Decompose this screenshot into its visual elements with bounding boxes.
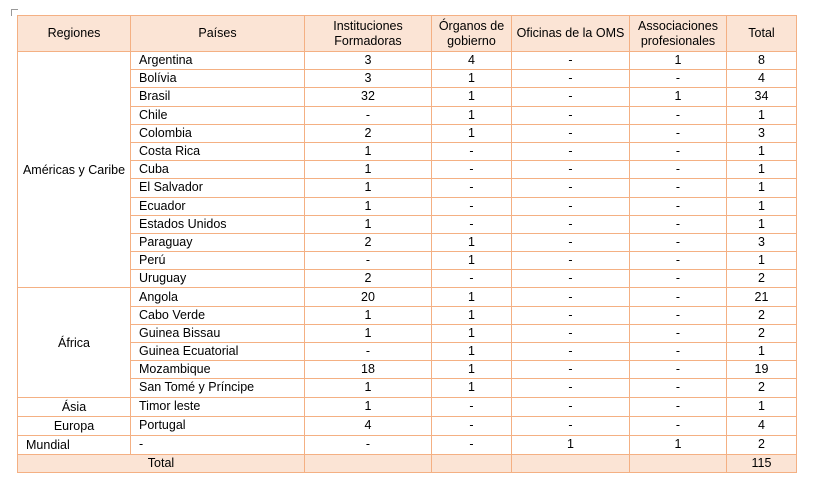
total-cell: 4 bbox=[727, 70, 797, 88]
oficinas-cell: - bbox=[512, 52, 630, 70]
instituciones-cell: 3 bbox=[305, 70, 432, 88]
header-row bbox=[18, 16, 797, 52]
organos-cell: 1 bbox=[432, 88, 512, 106]
asociaciones-cell: - bbox=[630, 324, 727, 342]
total-cell: 34 bbox=[727, 88, 797, 106]
instituciones-cell: - bbox=[305, 252, 432, 270]
instituciones-cell: 1 bbox=[305, 306, 432, 324]
organos-cell: 1 bbox=[432, 124, 512, 142]
header-asociaciones: Associaciones profesionales bbox=[630, 16, 727, 52]
header-oficinas: Oficinas de la OMS bbox=[512, 16, 630, 52]
table-row bbox=[18, 124, 797, 142]
table-row bbox=[18, 270, 797, 288]
asociaciones-cell: - bbox=[630, 179, 727, 197]
asociaciones-cell: - bbox=[630, 124, 727, 142]
oficinas-cell: - bbox=[512, 416, 630, 435]
country-cell: Angola bbox=[131, 288, 305, 306]
asociaciones-cell: - bbox=[630, 161, 727, 179]
table-body bbox=[18, 52, 797, 455]
organos-cell: - bbox=[432, 397, 512, 416]
total-cell: 1 bbox=[727, 215, 797, 233]
asociaciones-cell: 1 bbox=[630, 52, 727, 70]
total-empty-cell bbox=[630, 454, 727, 472]
table-row bbox=[18, 142, 797, 160]
asociaciones-cell: - bbox=[630, 343, 727, 361]
instituciones-cell: 20 bbox=[305, 288, 432, 306]
header-paises: Países bbox=[131, 16, 305, 52]
oficinas-cell: - bbox=[512, 343, 630, 361]
total-cell: 1 bbox=[727, 179, 797, 197]
oficinas-cell: - bbox=[512, 215, 630, 233]
total-empty-cell bbox=[432, 454, 512, 472]
oficinas-cell: - bbox=[512, 361, 630, 379]
country-cell: Timor leste bbox=[131, 397, 305, 416]
header-total: Total bbox=[727, 16, 797, 52]
country-cell: Brasil bbox=[131, 88, 305, 106]
data-table bbox=[17, 15, 797, 473]
asociaciones-cell: - bbox=[630, 306, 727, 324]
organos-cell: - bbox=[432, 142, 512, 160]
country-cell: Perú bbox=[131, 252, 305, 270]
table-row bbox=[18, 416, 797, 435]
instituciones-cell: - bbox=[305, 106, 432, 124]
instituciones-cell: 4 bbox=[305, 416, 432, 435]
oficinas-cell: - bbox=[512, 397, 630, 416]
country-cell: Uruguay bbox=[131, 270, 305, 288]
total-cell: 4 bbox=[727, 416, 797, 435]
oficinas-cell: - bbox=[512, 270, 630, 288]
oficinas-cell: 1 bbox=[512, 435, 630, 454]
country-cell: Colombia bbox=[131, 124, 305, 142]
instituciones-cell: 1 bbox=[305, 379, 432, 397]
instituciones-cell: 18 bbox=[305, 361, 432, 379]
header-regiones: Regiones bbox=[18, 16, 131, 52]
country-cell: Portugal bbox=[131, 416, 305, 435]
oficinas-cell: - bbox=[512, 106, 630, 124]
table-row bbox=[18, 361, 797, 379]
table-row bbox=[18, 161, 797, 179]
country-cell: Costa Rica bbox=[131, 142, 305, 160]
table-row bbox=[18, 215, 797, 233]
total-cell: 2 bbox=[727, 379, 797, 397]
instituciones-cell: - bbox=[305, 435, 432, 454]
total-cell: 8 bbox=[727, 52, 797, 70]
asociaciones-cell: - bbox=[630, 197, 727, 215]
organos-cell: 4 bbox=[432, 52, 512, 70]
organos-cell: 1 bbox=[432, 252, 512, 270]
country-cell: Guinea Ecuatorial bbox=[131, 343, 305, 361]
table-row bbox=[18, 435, 797, 454]
instituciones-cell: - bbox=[305, 343, 432, 361]
asociaciones-cell: - bbox=[630, 233, 727, 251]
country-cell: - bbox=[131, 435, 305, 454]
organos-cell: - bbox=[432, 161, 512, 179]
instituciones-cell: 1 bbox=[305, 142, 432, 160]
table-row bbox=[18, 288, 797, 306]
country-cell: Bolívia bbox=[131, 70, 305, 88]
asociaciones-cell: - bbox=[630, 361, 727, 379]
total-cell: 1 bbox=[727, 252, 797, 270]
oficinas-cell: - bbox=[512, 161, 630, 179]
country-cell: Guinea Bissau bbox=[131, 324, 305, 342]
instituciones-cell: 1 bbox=[305, 179, 432, 197]
total-cell: 2 bbox=[727, 324, 797, 342]
country-cell: San Tomé y Príncipe bbox=[131, 379, 305, 397]
instituciones-cell: 1 bbox=[305, 161, 432, 179]
total-cell: 3 bbox=[727, 233, 797, 251]
asociaciones-cell: - bbox=[630, 215, 727, 233]
instituciones-cell: 1 bbox=[305, 324, 432, 342]
organos-cell: - bbox=[432, 215, 512, 233]
instituciones-cell: 1 bbox=[305, 197, 432, 215]
oficinas-cell: - bbox=[512, 124, 630, 142]
total-cell: 3 bbox=[727, 124, 797, 142]
asociaciones-cell: - bbox=[630, 379, 727, 397]
instituciones-cell: 3 bbox=[305, 52, 432, 70]
asociaciones-cell: - bbox=[630, 252, 727, 270]
total-empty-cell bbox=[305, 454, 432, 472]
country-cell: Cabo Verde bbox=[131, 306, 305, 324]
header-organos: Órganos de gobierno bbox=[432, 16, 512, 52]
table-row bbox=[18, 70, 797, 88]
instituciones-cell: 2 bbox=[305, 270, 432, 288]
total-cell: 1 bbox=[727, 343, 797, 361]
organos-cell: - bbox=[432, 197, 512, 215]
asociaciones-cell: - bbox=[630, 397, 727, 416]
organos-cell: 1 bbox=[432, 288, 512, 306]
table-row bbox=[18, 106, 797, 124]
country-cell: Paraguay bbox=[131, 233, 305, 251]
organos-cell: - bbox=[432, 179, 512, 197]
oficinas-cell: - bbox=[512, 197, 630, 215]
table-row bbox=[18, 306, 797, 324]
total-cell: 19 bbox=[727, 361, 797, 379]
oficinas-cell: - bbox=[512, 288, 630, 306]
instituciones-cell: 1 bbox=[305, 397, 432, 416]
table-row bbox=[18, 197, 797, 215]
asociaciones-cell: - bbox=[630, 288, 727, 306]
asociaciones-cell: - bbox=[630, 106, 727, 124]
total-label: Total bbox=[18, 454, 305, 472]
instituciones-cell: 32 bbox=[305, 88, 432, 106]
country-cell: Ecuador bbox=[131, 197, 305, 215]
total-cell: 1 bbox=[727, 106, 797, 124]
table-row bbox=[18, 52, 797, 70]
asociaciones-cell: - bbox=[630, 416, 727, 435]
organos-cell: 1 bbox=[432, 343, 512, 361]
total-cell: 1 bbox=[727, 397, 797, 416]
country-cell: Chile bbox=[131, 106, 305, 124]
organos-cell: 1 bbox=[432, 361, 512, 379]
total-cell: 2 bbox=[727, 435, 797, 454]
total-cell: 2 bbox=[727, 270, 797, 288]
header-instituciones: Instituciones Formadoras bbox=[305, 16, 432, 52]
organos-cell: 1 bbox=[432, 106, 512, 124]
country-cell: Cuba bbox=[131, 161, 305, 179]
organos-cell: - bbox=[432, 416, 512, 435]
region-cell: Américas y Caribe bbox=[18, 52, 131, 288]
oficinas-cell: - bbox=[512, 142, 630, 160]
table-row bbox=[18, 179, 797, 197]
total-cell: 2 bbox=[727, 306, 797, 324]
organos-cell: 1 bbox=[432, 233, 512, 251]
asociaciones-cell: 1 bbox=[630, 88, 727, 106]
oficinas-cell: - bbox=[512, 324, 630, 342]
table-row bbox=[18, 233, 797, 251]
country-cell: Argentina bbox=[131, 52, 305, 70]
asociaciones-cell: 1 bbox=[630, 435, 727, 454]
region-cell: Ásia bbox=[18, 397, 131, 416]
organos-cell: - bbox=[432, 435, 512, 454]
asociaciones-cell: - bbox=[630, 142, 727, 160]
organos-cell: 1 bbox=[432, 379, 512, 397]
oficinas-cell: - bbox=[512, 252, 630, 270]
table-row bbox=[18, 324, 797, 342]
table-row bbox=[18, 88, 797, 106]
oficinas-cell: - bbox=[512, 379, 630, 397]
instituciones-cell: 2 bbox=[305, 124, 432, 142]
region-cell: Mundial bbox=[18, 435, 131, 454]
country-cell: Mozambique bbox=[131, 361, 305, 379]
country-cell: El Salvador bbox=[131, 179, 305, 197]
table-row bbox=[18, 343, 797, 361]
total-cell: 1 bbox=[727, 161, 797, 179]
asociaciones-cell: - bbox=[630, 70, 727, 88]
table-row bbox=[18, 379, 797, 397]
oficinas-cell: - bbox=[512, 70, 630, 88]
grand-total: 115 bbox=[727, 454, 797, 472]
total-empty-cell bbox=[512, 454, 630, 472]
table-row bbox=[18, 397, 797, 416]
instituciones-cell: 2 bbox=[305, 233, 432, 251]
total-cell: 1 bbox=[727, 197, 797, 215]
instituciones-cell: 1 bbox=[305, 215, 432, 233]
organos-cell: 1 bbox=[432, 70, 512, 88]
table-row bbox=[18, 252, 797, 270]
oficinas-cell: - bbox=[512, 233, 630, 251]
organos-cell: 1 bbox=[432, 306, 512, 324]
organos-cell: - bbox=[432, 270, 512, 288]
region-cell: África bbox=[18, 288, 131, 397]
asociaciones-cell: - bbox=[630, 270, 727, 288]
oficinas-cell: - bbox=[512, 306, 630, 324]
organos-cell: 1 bbox=[432, 324, 512, 342]
oficinas-cell: - bbox=[512, 88, 630, 106]
country-cell: Estados Unidos bbox=[131, 215, 305, 233]
total-cell: 1 bbox=[727, 142, 797, 160]
region-cell: Europa bbox=[18, 416, 131, 435]
total-row bbox=[18, 454, 797, 472]
total-cell: 21 bbox=[727, 288, 797, 306]
oficinas-cell: - bbox=[512, 179, 630, 197]
